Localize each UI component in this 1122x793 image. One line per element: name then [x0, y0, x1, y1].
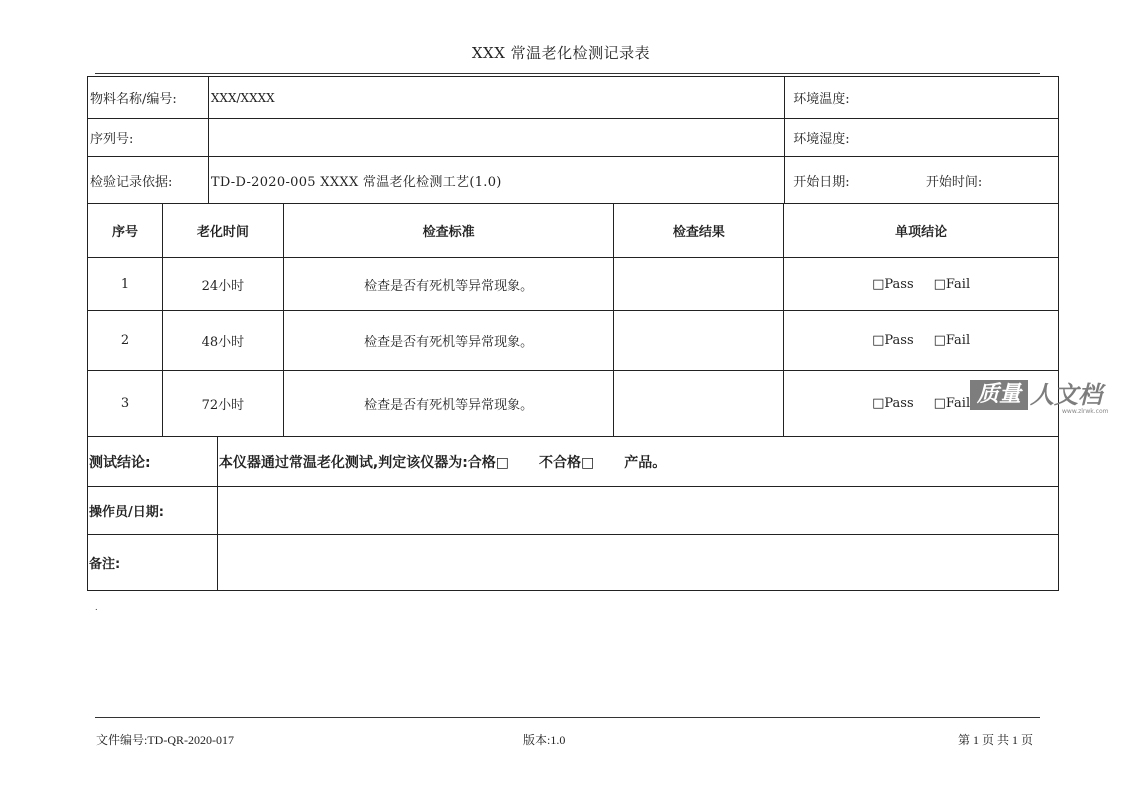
- pass-checkbox[interactable]: □Pass: [872, 396, 914, 411]
- serial-value: [208, 119, 784, 157]
- serial-row: [88, 119, 1059, 157]
- header-no: 序号: [88, 204, 163, 258]
- operator-value: [217, 487, 1058, 535]
- basis-row: [88, 157, 1059, 204]
- row-standard: 检查是否有死机等异常现象。: [283, 258, 614, 311]
- start-date-label: 开始日期:: [793, 174, 850, 190]
- fail-checkbox[interactable]: □Fail: [933, 396, 971, 411]
- fail-checkbox[interactable]: □Fail: [933, 333, 971, 348]
- info-table: [87, 76, 1059, 204]
- footer-page: 第 1 页 共 1 页: [958, 733, 1034, 747]
- conclusion-table: [87, 436, 1059, 591]
- operator-row: [88, 487, 1059, 535]
- row-no: 3: [88, 371, 163, 437]
- row-time: 48小时: [162, 311, 283, 371]
- row-standard: 检查是否有死机等异常现象。: [283, 311, 614, 371]
- fail-checkbox[interactable]: □Fail: [933, 276, 971, 292]
- watermark-logo: [970, 380, 1115, 416]
- row-standard: 检查是否有死机等异常现象。: [283, 371, 614, 437]
- page-title: XXX 常温老化检测记录表: [471, 44, 651, 62]
- footer-doc-no: 文件编号:TD-QR-2020-017: [96, 733, 234, 747]
- table-row: [88, 371, 1059, 437]
- remark-row: [88, 535, 1059, 591]
- header-conclusion: 单项结论: [784, 204, 1059, 258]
- row-conclusion: [784, 258, 1059, 311]
- table-header-row: [88, 204, 1059, 258]
- start-time-label: 开始时间:: [925, 174, 983, 190]
- header-result: 检查结果: [614, 204, 784, 258]
- watermark-url: www.zlrwk.com: [1062, 408, 1109, 415]
- remark-label: 备注:: [88, 535, 218, 591]
- table-row: [88, 258, 1059, 311]
- serial-label: 序列号:: [88, 119, 209, 157]
- row-no: 2: [88, 311, 163, 371]
- basis-label: 检验记录依据:: [88, 157, 209, 204]
- watermark-box: 质量: [970, 380, 1028, 410]
- env-humidity-label: 环境湿度:: [785, 119, 1059, 157]
- basis-value: TD-D-2020-005 XXXX 常温老化检测工艺(1.0): [208, 157, 784, 204]
- table-row: [88, 311, 1059, 371]
- conclusion-label: 测试结论:: [88, 437, 218, 487]
- start-cell: [785, 157, 1059, 204]
- row-result: [614, 371, 784, 437]
- conclusion-fail-text[interactable]: 不合格□: [539, 454, 595, 471]
- row-result: [614, 258, 784, 311]
- pass-checkbox[interactable]: □Pass: [872, 333, 914, 348]
- material-row: [88, 77, 1059, 119]
- footer-rule: [95, 717, 1040, 718]
- conclusion-text: [217, 437, 1058, 487]
- conclusion-row: [88, 437, 1059, 487]
- conclusion-pass-text[interactable]: 本仪器通过常温老化测试,判定该仪器为:合格□: [218, 454, 510, 471]
- header-time: 老化时间: [162, 204, 283, 258]
- stray-dot: .: [95, 603, 98, 612]
- inspection-table: [87, 203, 1059, 437]
- header-standard: 检查标准: [283, 204, 614, 258]
- material-value: XXX/XXXX: [208, 77, 784, 119]
- pass-checkbox[interactable]: □Pass: [872, 276, 914, 292]
- env-temp-label: 环境温度:: [785, 77, 1059, 119]
- row-result: [614, 311, 784, 371]
- watermark-text: 人文档: [1030, 381, 1102, 409]
- material-label: 物料名称/编号:: [88, 77, 209, 119]
- conclusion-suffix: 产品。: [624, 454, 667, 471]
- row-time: 24小时: [162, 258, 283, 311]
- header-rule: [95, 73, 1040, 74]
- row-conclusion: [784, 311, 1059, 371]
- row-no: 1: [88, 258, 163, 311]
- row-time: 72小时: [162, 371, 283, 437]
- footer-version: 版本:1.0: [523, 733, 566, 747]
- operator-label: 操作员/日期:: [88, 487, 218, 535]
- remark-value: [217, 535, 1058, 591]
